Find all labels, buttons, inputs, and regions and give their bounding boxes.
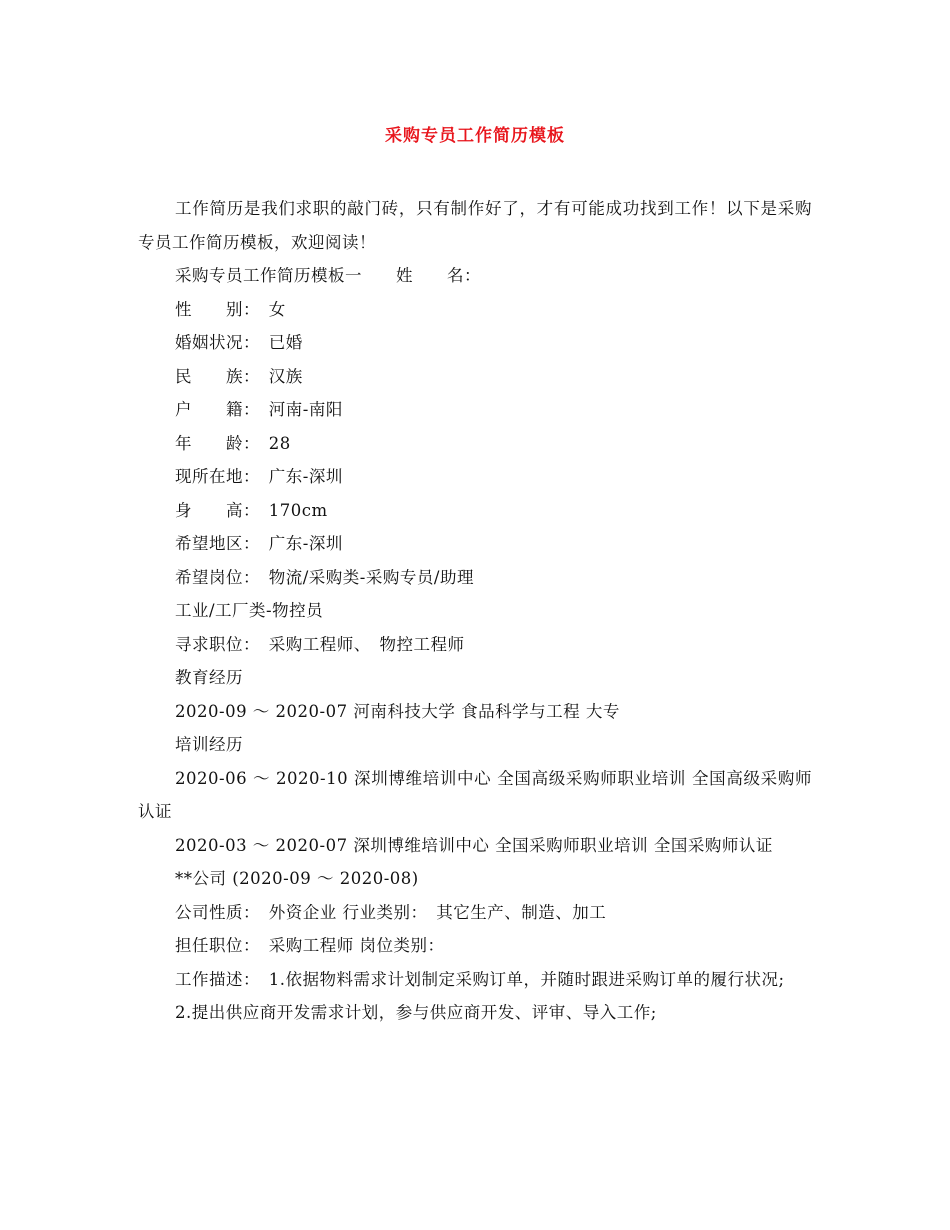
job-description-line: 工作描述： 1.依据物料需求计划制定采购订单，并随时跟进采购订单的履行状况; <box>175 969 785 989</box>
sought-job-line: 寻求职位： 采购工程师、 物控工程师 <box>175 634 465 654</box>
marital-status-line: 婚姻状况： 已婚 <box>175 333 303 352</box>
company-nature-line: 公司性质： 外资企业 行业类别： 其它生产、制造、加工 <box>175 902 607 922</box>
education-heading: 教育经历 <box>175 668 243 687</box>
position-held-line: 担任职位： 采购工程师 岗位类别： <box>175 936 445 955</box>
template-heading-name-line: 采购专员工作简历模板一 姓 名： <box>175 266 481 285</box>
age-line: 年 龄： 28 <box>175 433 291 453</box>
education-entry: 2020-09 ～ 2020-07 河南科技大学 食品科学与工程 大专 <box>175 701 620 721</box>
document-title: 采购专员工作简历模板 <box>385 126 565 146</box>
training-heading: 培训经历 <box>175 735 243 754</box>
intro-paragraph: 工作简历是我们求职的敲门砖，只有制作好了，才有可能成功找到工作！以下是采购专员工作简历模板，欢迎阅读！ <box>138 199 812 252</box>
current-location-line: 现所在地： 广东-深圳 <box>175 467 343 486</box>
training-entry-1: 2020-06 ～ 2020-10 深圳博维培训中心 全国高级采购师职业培训 全国高级采购师认证 <box>138 768 812 821</box>
desired-region-line: 希望地区： 广东-深圳 <box>175 534 343 553</box>
ethnicity-line: 民 族： 汉族 <box>175 366 303 386</box>
household-line: 户 籍： 河南-南阳 <box>175 400 343 419</box>
desired-position-line: 希望岗位： 物流/采购类-采购专员/助理 <box>175 567 474 587</box>
desired-position-continued-line: 工业/工厂类-物控员 <box>175 601 324 620</box>
height-line: 身 高： 170cm <box>175 500 328 520</box>
job-description-item-2: 2.提出供应商开发需求计划，参与供应商开发、评审、导入工作; <box>175 1003 657 1022</box>
training-entry-2: 2020-03 ～ 2020-07 深圳博维培训中心 全国采购师职业培训 全国采购师认证 <box>175 835 773 855</box>
company-line: **公司 (2020-09 ～ 2020-08) <box>175 869 419 888</box>
gender-line: 性 别： 女 <box>175 299 286 319</box>
